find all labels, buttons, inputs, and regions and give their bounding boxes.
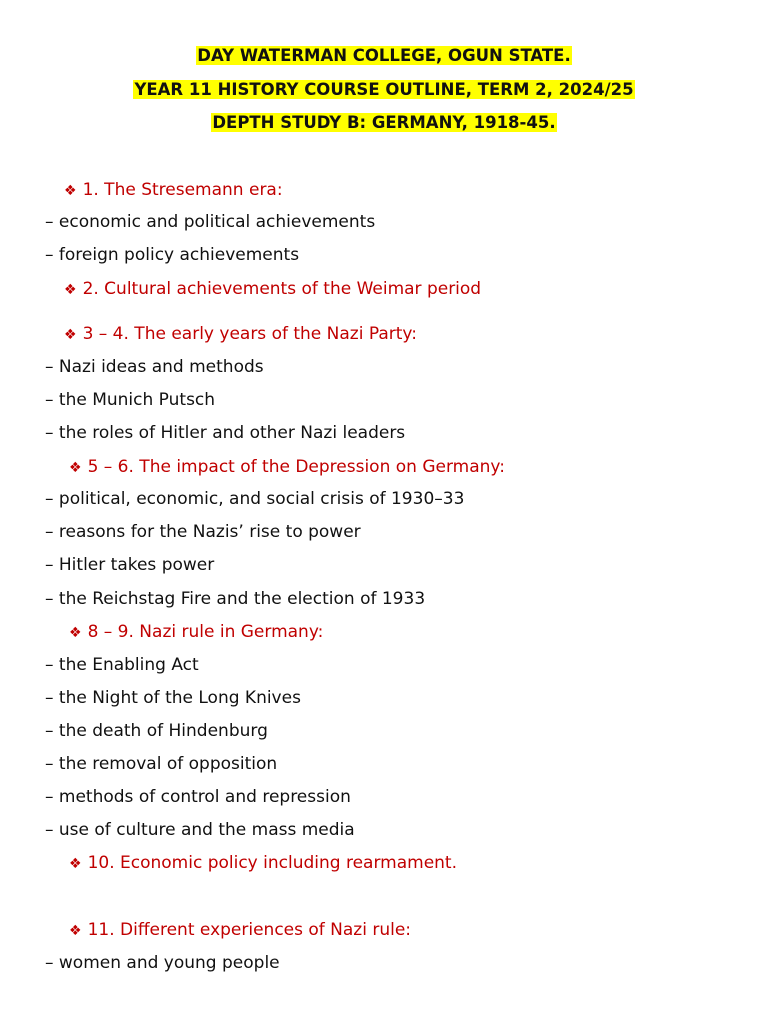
diamond-bullet-icon: ❖ <box>69 856 82 872</box>
list-item: – economic and political achievements <box>45 212 376 232</box>
diamond-bullet-icon: ❖ <box>64 327 77 343</box>
section-heading-nazi-rule: ❖ 8 – 9. Nazi rule in Germany: <box>69 622 324 642</box>
list-item: – Nazi ideas and methods <box>45 357 264 377</box>
list-item: – Hitler takes power <box>45 555 215 575</box>
list-item: – the Munich Putsch <box>45 390 216 410</box>
list-item: – the Reichstag Fire and the election of 1933 <box>45 589 426 609</box>
diamond-bullet-icon: ❖ <box>69 625 82 641</box>
diamond-bullet-icon: ❖ <box>69 923 82 939</box>
section-heading-experiences: ❖ 11. Different experiences of Nazi rule: <box>69 920 412 940</box>
college-title: DAY WATERMAN COLLEGE, OGUN STATE. <box>197 46 571 65</box>
list-item: – political, economic, and social crisis of 1930–33 <box>45 489 465 509</box>
list-item: – the death of Hindenburg <box>45 721 268 741</box>
depth-study-title: DEPTH STUDY B: GERMANY, 1918-45. <box>212 113 556 132</box>
list-item: – the roles of Hitler and other Nazi leaders <box>45 423 406 443</box>
diamond-bullet-icon: ❖ <box>64 183 77 199</box>
list-item: – foreign policy achievements <box>45 245 300 265</box>
list-item: – women and young people <box>45 953 280 973</box>
section-heading-depression: ❖ 5 – 6. The impact of the Depression on Germany: <box>69 457 505 477</box>
diamond-bullet-icon: ❖ <box>64 282 77 298</box>
diamond-bullet-icon: ❖ <box>69 460 82 476</box>
list-item: – methods of control and repression <box>45 787 351 807</box>
section-heading-weimar-culture: ❖ 2. Cultural achievements of the Weimar period <box>64 279 482 299</box>
list-item: – reasons for the Nazis’ rise to power <box>45 522 361 542</box>
section-heading-stresemann: ❖ 1. The Stresemann era: <box>64 180 283 200</box>
list-item: – the Night of the Long Knives <box>45 688 301 708</box>
course-outline-title: YEAR 11 HISTORY COURSE OUTLINE, TERM 2, 2024/25 <box>134 80 634 99</box>
list-item: – use of culture and the mass media <box>45 820 355 840</box>
section-heading-early-nazi-party: ❖ 3 – 4. The early years of the Nazi Party: <box>64 324 417 344</box>
section-heading-economic-policy: ❖ 10. Economic policy including rearmament. <box>69 853 457 873</box>
list-item: – the Enabling Act <box>45 655 199 675</box>
list-item: – the removal of opposition <box>45 754 278 774</box>
